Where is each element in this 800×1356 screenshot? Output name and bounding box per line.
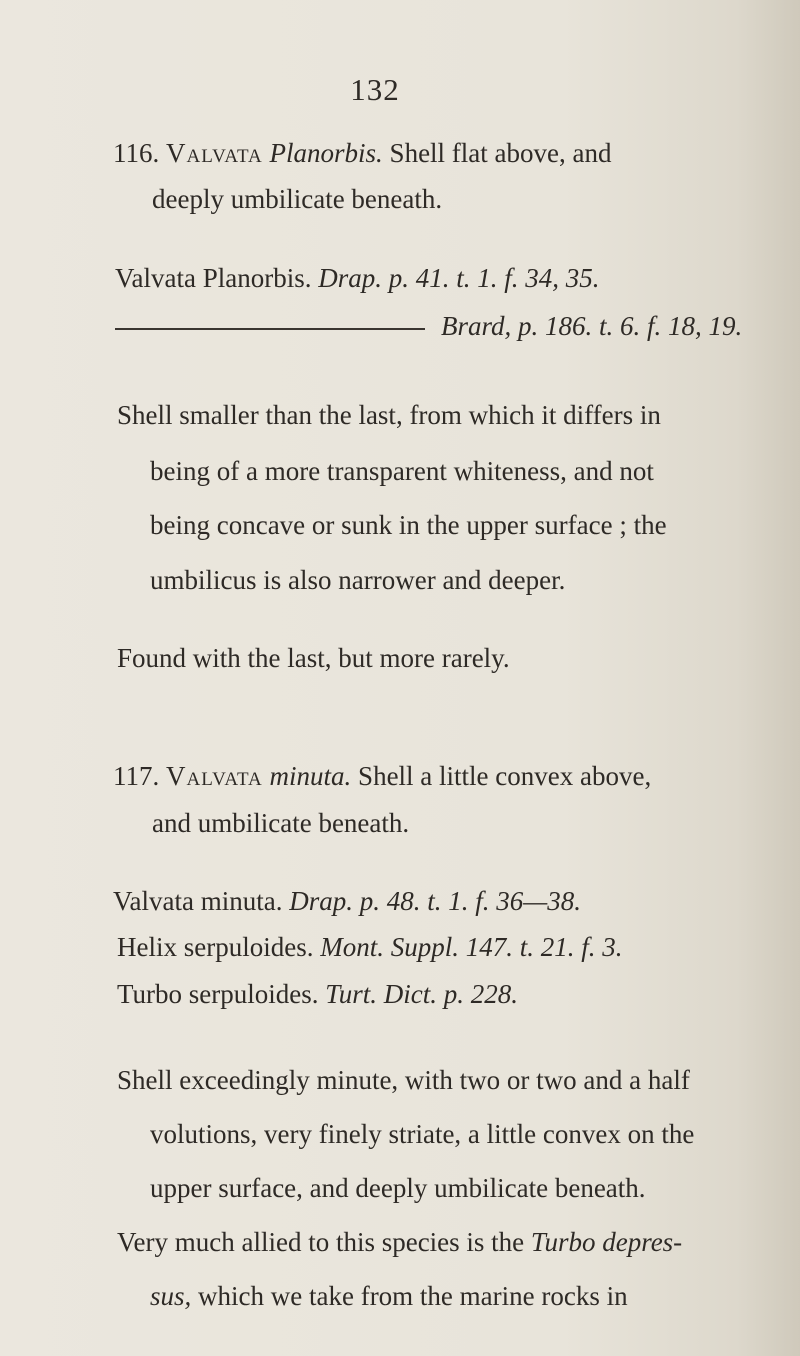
synonym-reference: Drap. p. 48. t. 1. f. 36—38. bbox=[289, 886, 581, 916]
synonym-name: Valvata minuta. bbox=[113, 886, 283, 916]
page-number: 132 bbox=[350, 72, 400, 107]
entry-116-heading bbox=[113, 140, 611, 167]
synonym-line bbox=[113, 888, 581, 915]
synonym-reference: Mont. Suppl. 147. t. 21. f. 3. bbox=[320, 932, 623, 962]
description-line: being of a more transparent whiteness, and not bbox=[150, 456, 654, 486]
synonym-line bbox=[117, 934, 622, 961]
synonym-reference: Drap. p. 41. t. 1. f. 34, 35. bbox=[318, 263, 600, 293]
heading-description-cont: deeply umbilicate beneath. bbox=[152, 184, 443, 214]
ditto-dash bbox=[115, 328, 425, 330]
synonym-line bbox=[115, 313, 742, 340]
heading-description-cont: and umbilicate beneath. bbox=[152, 808, 410, 838]
entry-117-heading bbox=[113, 763, 651, 790]
heading-description: Shell flat above, and bbox=[389, 138, 612, 168]
note-line: Very much allied to this species is the Turbo depres- bbox=[117, 1227, 683, 1257]
description-line: being concave or sunk in the upper surface ; the bbox=[150, 510, 667, 540]
synonym-name: Turbo serpuloides. bbox=[117, 979, 319, 1009]
synonym-name: Helix serpuloides. bbox=[117, 932, 314, 962]
species: minuta. bbox=[269, 761, 352, 791]
habitat-line: Found with the last, but more rarely. bbox=[117, 643, 510, 673]
genus: Valvata bbox=[166, 138, 263, 168]
description-line: Shell smaller than the last, from which it differs in bbox=[117, 400, 661, 430]
description-line: Shell exceedingly minute, with two or two and a half bbox=[117, 1065, 690, 1095]
entry-number: 116. bbox=[113, 138, 160, 168]
synonym-line bbox=[115, 265, 599, 292]
synonym-name: Valvata Planorbis. bbox=[115, 263, 312, 293]
entry-number: 117. bbox=[113, 761, 160, 791]
species: Planorbis. bbox=[269, 138, 383, 168]
synonym-reference: Brard, p. 186. t. 6. f. 18, 19. bbox=[441, 311, 743, 341]
synonym-reference: Turt. Dict. p. 228. bbox=[325, 979, 519, 1009]
description-line: umbilicus is also narrower and deeper. bbox=[150, 565, 566, 595]
heading-description: Shell a little convex above, bbox=[358, 761, 652, 791]
description-line: upper surface, and deeply umbilicate beneath. bbox=[150, 1173, 646, 1203]
description-line: volutions, very finely striate, a little convex on the bbox=[150, 1119, 695, 1149]
note-line: sus, which we take from the marine rocks in bbox=[150, 1281, 628, 1311]
synonym-line bbox=[117, 981, 518, 1008]
genus: Valvata bbox=[166, 761, 263, 791]
